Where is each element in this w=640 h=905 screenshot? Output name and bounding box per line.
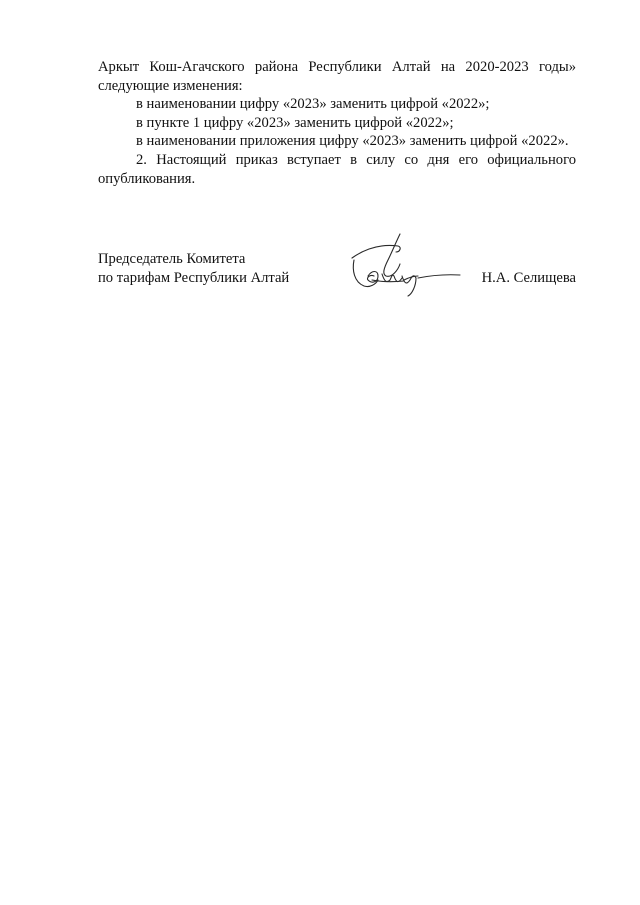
signer-name: Н.А. Селищева — [481, 269, 576, 286]
document-body — [98, 58, 576, 188]
paragraph-intro: Аркыт Кош-Агачского района Республики Алтай на 2020-2023 годы» следующие изменения: — [98, 59, 576, 94]
signer-title — [98, 250, 289, 287]
handwritten-signature — [342, 230, 462, 300]
paragraph-change-1: в наименовании цифру «2023» заменить цифрой «2022»; — [136, 96, 490, 113]
paragraph-change-3: в наименовании приложения цифру «2023» заменить цифрой «2022». — [136, 133, 569, 150]
paragraph-effective-date: 2. Настоящий приказ вступает в силу со дня его официального опубликования. — [98, 151, 576, 187]
signer-title-line-1: Председатель Комитета — [98, 251, 246, 267]
signer-title-line-2: по тарифам Республики Алтай — [98, 269, 290, 286]
signature-block — [98, 250, 576, 310]
paragraph-change-2: в пункте 1 цифру «2023» заменить цифрой «2022»; — [136, 114, 454, 131]
